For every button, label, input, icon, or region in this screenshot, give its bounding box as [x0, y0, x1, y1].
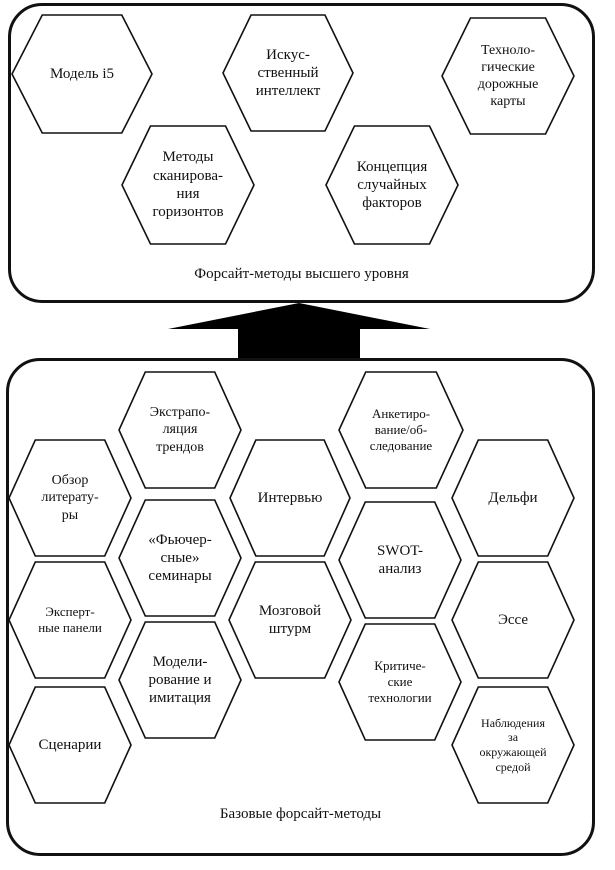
hexagon-label-scenarios: Сценарии [38, 736, 102, 753]
hexagon-label-brainstorm: Мозговой штурм [258, 602, 322, 637]
hexagon-label-futures-workshops: «Фьючер- сные» семинары [148, 531, 212, 585]
hexagon-label-modeling: Модели- рование и имитация [148, 653, 212, 707]
hexagon-brainstorm [228, 561, 352, 679]
hexagon-extrapolation [118, 371, 242, 489]
hexagon-env-scanning [451, 686, 575, 804]
hexagon-survey [338, 371, 464, 489]
hexagon-label-literature: Обзор литерату- ры [41, 473, 99, 523]
top-panel-caption: Форсайт-методы высшего уровня [194, 266, 409, 282]
bottom-panel-caption: Базовые форсайт-методы [219, 806, 382, 822]
hexagon-interview [229, 439, 351, 557]
hexagon-wildcards [325, 125, 459, 245]
hexagon-expert-panels [8, 561, 132, 679]
hexagon-scenarios [8, 686, 132, 804]
hexagon-modeling [118, 621, 242, 739]
hexagon-label-model-i5: Модель i5 [49, 65, 115, 82]
hexagon-label-ai: Искус- ственный интеллект [255, 46, 321, 100]
hexagon-label-horizon-scanning: Методы сканирова- ния горизонтов [152, 149, 224, 221]
hexagon-futures-workshops [118, 499, 242, 617]
hexagon-critical-tech [338, 623, 462, 741]
hexagon-ai [222, 14, 354, 132]
hexagon-label-expert-panels: Эксперт- ные панели [38, 604, 102, 635]
hexagon-label-tech-roadmaps: Техноло- гические дорожные карты [477, 42, 539, 110]
hexagon-label-critical-tech: Критиче- ские технологии [368, 658, 432, 705]
hexagon-essay [451, 561, 575, 679]
hexagon-label-extrapolation: Экстрапо- ляция трендов [149, 405, 211, 455]
hexagon-swot [338, 501, 462, 619]
hexagon-tech-roadmaps [441, 17, 575, 135]
hexagon-label-essay: Эссе [497, 611, 529, 628]
hexagon-literature [8, 439, 132, 557]
hexagon-label-wildcards: Концепция случайных факторов [356, 158, 428, 212]
hexagon-label-survey: Анкетиро- вание/об- следование [369, 406, 433, 453]
hexagon-label-env-scanning: Наблюдения за окружающей средой [479, 715, 547, 774]
hexagon-delphi [451, 439, 575, 557]
hexagon-horizon-scanning [121, 125, 255, 245]
hexagon-label-swot: SWOT- анализ [376, 542, 424, 577]
hexagon-label-interview: Интервью [257, 489, 323, 506]
hexagon-label-delphi: Дельфи [488, 489, 538, 506]
hexagon-model-i5 [11, 14, 153, 134]
